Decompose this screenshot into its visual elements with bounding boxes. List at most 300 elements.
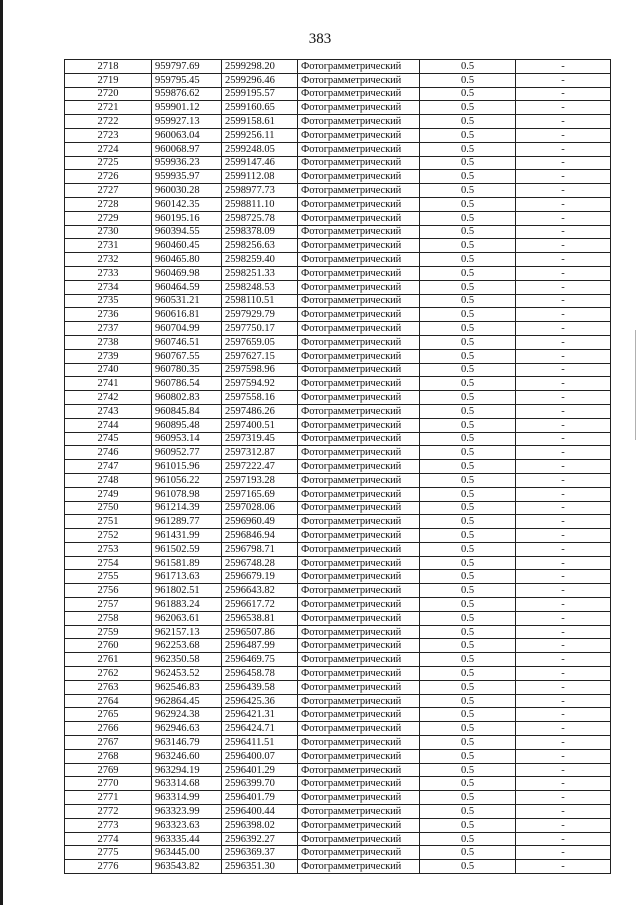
method-cell: Фотограмметрический: [298, 598, 420, 612]
x-coordinate-cell: 961078.98: [152, 487, 222, 501]
y-coordinate-cell: 2596424.71: [222, 722, 298, 736]
accuracy-cell: 0.5: [420, 404, 516, 418]
note-cell: -: [516, 529, 611, 543]
table-row: [65, 763, 611, 777]
y-coordinate-cell: 2598725.78: [222, 211, 298, 225]
x-coordinate-cell: 963543.82: [152, 860, 222, 874]
method-cell: Фотограмметрический: [298, 197, 420, 211]
accuracy-cell: 0.5: [420, 73, 516, 87]
y-coordinate-cell: 2599248.05: [222, 142, 298, 156]
y-coordinate-cell: 2597558.16: [222, 391, 298, 405]
point-number-cell: 2772: [65, 805, 152, 819]
table-row: [65, 818, 611, 832]
table-row: [65, 128, 611, 142]
note-cell: -: [516, 460, 611, 474]
accuracy-cell: 0.5: [420, 708, 516, 722]
method-cell: Фотограмметрический: [298, 418, 420, 432]
note-cell: -: [516, 280, 611, 294]
x-coordinate-cell: 960394.55: [152, 225, 222, 239]
note-cell: -: [516, 542, 611, 556]
point-number-cell: 2749: [65, 487, 152, 501]
table-row: [65, 639, 611, 653]
point-number-cell: 2722: [65, 115, 152, 129]
method-cell: Фотограмметрический: [298, 667, 420, 681]
method-cell: Фотограмметрический: [298, 722, 420, 736]
y-coordinate-cell: 2596400.07: [222, 749, 298, 763]
y-coordinate-cell: 2597400.51: [222, 418, 298, 432]
point-number-cell: 2729: [65, 211, 152, 225]
table-row: [65, 556, 611, 570]
accuracy-cell: 0.5: [420, 667, 516, 681]
method-cell: Фотограмметрический: [298, 170, 420, 184]
method-cell: Фотограмметрический: [298, 60, 420, 74]
x-coordinate-cell: 959927.13: [152, 115, 222, 129]
table-row: [65, 708, 611, 722]
y-coordinate-cell: 2598378.09: [222, 225, 298, 239]
table-row: [65, 515, 611, 529]
accuracy-cell: 0.5: [420, 308, 516, 322]
point-number-cell: 2752: [65, 529, 152, 543]
note-cell: -: [516, 708, 611, 722]
note-cell: -: [516, 349, 611, 363]
note-cell: -: [516, 60, 611, 74]
accuracy-cell: 0.5: [420, 818, 516, 832]
point-number-cell: 2731: [65, 239, 152, 253]
table-row: [65, 156, 611, 170]
x-coordinate-cell: 961214.39: [152, 501, 222, 515]
note-cell: -: [516, 846, 611, 860]
table-row: [65, 115, 611, 129]
x-coordinate-cell: 961015.96: [152, 460, 222, 474]
method-cell: Фотограмметрический: [298, 846, 420, 860]
point-number-cell: 2774: [65, 832, 152, 846]
y-coordinate-cell: 2596401.29: [222, 763, 298, 777]
accuracy-cell: 0.5: [420, 722, 516, 736]
table-row: [65, 611, 611, 625]
note-cell: -: [516, 446, 611, 460]
accuracy-cell: 0.5: [420, 335, 516, 349]
note-cell: -: [516, 570, 611, 584]
point-number-cell: 2769: [65, 763, 152, 777]
note-cell: -: [516, 473, 611, 487]
x-coordinate-cell: 963314.68: [152, 777, 222, 791]
accuracy-cell: 0.5: [420, 680, 516, 694]
point-number-cell: 2754: [65, 556, 152, 570]
note-cell: -: [516, 197, 611, 211]
table-row: [65, 446, 611, 460]
method-cell: Фотограмметрический: [298, 363, 420, 377]
point-number-cell: 2735: [65, 294, 152, 308]
x-coordinate-cell: 960802.83: [152, 391, 222, 405]
y-coordinate-cell: 2596798.71: [222, 542, 298, 556]
method-cell: Фотограмметрический: [298, 818, 420, 832]
accuracy-cell: 0.5: [420, 556, 516, 570]
y-coordinate-cell: 2596507.86: [222, 625, 298, 639]
point-number-cell: 2762: [65, 667, 152, 681]
accuracy-cell: 0.5: [420, 487, 516, 501]
y-coordinate-cell: 2596399.70: [222, 777, 298, 791]
note-cell: -: [516, 184, 611, 198]
x-coordinate-cell: 962864.45: [152, 694, 222, 708]
y-coordinate-cell: 2596369.37: [222, 846, 298, 860]
accuracy-cell: 0.5: [420, 515, 516, 529]
table-row: [65, 294, 611, 308]
point-number-cell: 2746: [65, 446, 152, 460]
table-row: [65, 184, 611, 198]
method-cell: Фотограмметрический: [298, 280, 420, 294]
y-coordinate-cell: 2596617.72: [222, 598, 298, 612]
accuracy-cell: 0.5: [420, 322, 516, 336]
x-coordinate-cell: 960704.99: [152, 322, 222, 336]
method-cell: Фотограмметрический: [298, 487, 420, 501]
x-coordinate-cell: 959795.45: [152, 73, 222, 87]
x-coordinate-cell: 961056.22: [152, 473, 222, 487]
y-coordinate-cell: 2596487.99: [222, 639, 298, 653]
accuracy-cell: 0.5: [420, 349, 516, 363]
note-cell: -: [516, 266, 611, 280]
y-coordinate-cell: 2596421.31: [222, 708, 298, 722]
x-coordinate-cell: 961502.59: [152, 542, 222, 556]
y-coordinate-cell: 2599296.46: [222, 73, 298, 87]
x-coordinate-cell: 963445.00: [152, 846, 222, 860]
point-number-cell: 2734: [65, 280, 152, 294]
accuracy-cell: 0.5: [420, 598, 516, 612]
method-cell: Фотограмметрический: [298, 239, 420, 253]
x-coordinate-cell: 959901.12: [152, 101, 222, 115]
accuracy-cell: 0.5: [420, 749, 516, 763]
point-number-cell: 2753: [65, 542, 152, 556]
y-coordinate-cell: 2599256.11: [222, 128, 298, 142]
note-cell: -: [516, 515, 611, 529]
note-cell: -: [516, 253, 611, 267]
note-cell: -: [516, 87, 611, 101]
table-row: [65, 363, 611, 377]
scan-artifact-line: [635, 330, 636, 440]
x-coordinate-cell: 962350.58: [152, 653, 222, 667]
note-cell: -: [516, 805, 611, 819]
accuracy-cell: 0.5: [420, 170, 516, 184]
table-row: [65, 722, 611, 736]
method-cell: Фотограмметрический: [298, 708, 420, 722]
accuracy-cell: 0.5: [420, 542, 516, 556]
x-coordinate-cell: 960952.77: [152, 446, 222, 460]
method-cell: Фотограмметрический: [298, 625, 420, 639]
x-coordinate-cell: 960195.16: [152, 211, 222, 225]
x-coordinate-cell: 960767.55: [152, 349, 222, 363]
method-cell: Фотограмметрический: [298, 101, 420, 115]
table-row: [65, 73, 611, 87]
accuracy-cell: 0.5: [420, 239, 516, 253]
method-cell: Фотограмметрический: [298, 736, 420, 750]
point-number-cell: 2773: [65, 818, 152, 832]
x-coordinate-cell: 963335.44: [152, 832, 222, 846]
method-cell: Фотограмметрический: [298, 404, 420, 418]
accuracy-cell: 0.5: [420, 625, 516, 639]
x-coordinate-cell: 961802.51: [152, 584, 222, 598]
note-cell: -: [516, 128, 611, 142]
point-number-cell: 2751: [65, 515, 152, 529]
x-coordinate-cell: 960460.45: [152, 239, 222, 253]
note-cell: -: [516, 170, 611, 184]
accuracy-cell: 0.5: [420, 860, 516, 874]
y-coordinate-cell: 2598977.73: [222, 184, 298, 198]
y-coordinate-cell: 2599298.20: [222, 60, 298, 74]
point-number-cell: 2742: [65, 391, 152, 405]
note-cell: -: [516, 749, 611, 763]
point-number-cell: 2767: [65, 736, 152, 750]
y-coordinate-cell: 2597312.87: [222, 446, 298, 460]
accuracy-cell: 0.5: [420, 253, 516, 267]
accuracy-cell: 0.5: [420, 432, 516, 446]
x-coordinate-cell: 962546.83: [152, 680, 222, 694]
note-cell: -: [516, 294, 611, 308]
accuracy-cell: 0.5: [420, 446, 516, 460]
note-cell: -: [516, 363, 611, 377]
x-coordinate-cell: 960953.14: [152, 432, 222, 446]
method-cell: Фотограмметрический: [298, 142, 420, 156]
table-row: [65, 749, 611, 763]
note-cell: -: [516, 322, 611, 336]
y-coordinate-cell: 2596960.49: [222, 515, 298, 529]
method-cell: Фотограмметрический: [298, 184, 420, 198]
table-row: [65, 542, 611, 556]
accuracy-cell: 0.5: [420, 225, 516, 239]
x-coordinate-cell: 960780.35: [152, 363, 222, 377]
method-cell: Фотограмметрический: [298, 294, 420, 308]
method-cell: Фотограмметрический: [298, 115, 420, 129]
x-coordinate-cell: 962946.63: [152, 722, 222, 736]
accuracy-cell: 0.5: [420, 832, 516, 846]
x-coordinate-cell: 960895.48: [152, 418, 222, 432]
note-cell: -: [516, 101, 611, 115]
y-coordinate-cell: 2596748.28: [222, 556, 298, 570]
method-cell: Фотограмметрический: [298, 253, 420, 267]
accuracy-cell: 0.5: [420, 391, 516, 405]
point-number-cell: 2771: [65, 791, 152, 805]
y-coordinate-cell: 2596401.79: [222, 791, 298, 805]
note-cell: -: [516, 556, 611, 570]
x-coordinate-cell: 963323.63: [152, 818, 222, 832]
table-row: [65, 860, 611, 874]
method-cell: Фотограмметрический: [298, 377, 420, 391]
note-cell: -: [516, 501, 611, 515]
x-coordinate-cell: 963314.99: [152, 791, 222, 805]
accuracy-cell: 0.5: [420, 156, 516, 170]
note-cell: -: [516, 598, 611, 612]
accuracy-cell: 0.5: [420, 280, 516, 294]
y-coordinate-cell: 2596398.02: [222, 818, 298, 832]
method-cell: Фотограмметрический: [298, 639, 420, 653]
note-cell: -: [516, 404, 611, 418]
accuracy-cell: 0.5: [420, 611, 516, 625]
accuracy-cell: 0.5: [420, 211, 516, 225]
y-coordinate-cell: 2598259.40: [222, 253, 298, 267]
point-number-cell: 2740: [65, 363, 152, 377]
accuracy-cell: 0.5: [420, 501, 516, 515]
method-cell: Фотограмметрический: [298, 791, 420, 805]
table-row: [65, 377, 611, 391]
point-number-cell: 2775: [65, 846, 152, 860]
x-coordinate-cell: 960746.51: [152, 335, 222, 349]
y-coordinate-cell: 2596643.82: [222, 584, 298, 598]
y-coordinate-cell: 2597486.26: [222, 404, 298, 418]
y-coordinate-cell: 2598251.33: [222, 266, 298, 280]
accuracy-cell: 0.5: [420, 805, 516, 819]
note-cell: -: [516, 680, 611, 694]
x-coordinate-cell: 961289.77: [152, 515, 222, 529]
table-row: [65, 322, 611, 336]
accuracy-cell: 0.5: [420, 584, 516, 598]
method-cell: Фотограмметрический: [298, 308, 420, 322]
table-row: [65, 404, 611, 418]
method-cell: Фотограмметрический: [298, 446, 420, 460]
accuracy-cell: 0.5: [420, 197, 516, 211]
x-coordinate-cell: 963246.60: [152, 749, 222, 763]
table-row: [65, 487, 611, 501]
accuracy-cell: 0.5: [420, 473, 516, 487]
point-number-cell: 2766: [65, 722, 152, 736]
note-cell: -: [516, 653, 611, 667]
note-cell: -: [516, 225, 611, 239]
method-cell: Фотограмметрический: [298, 335, 420, 349]
note-cell: -: [516, 694, 611, 708]
page-edge-line: [0, 0, 3, 905]
method-cell: Фотограмметрический: [298, 570, 420, 584]
point-number-cell: 2776: [65, 860, 152, 874]
y-coordinate-cell: 2599158.61: [222, 115, 298, 129]
point-number-cell: 2757: [65, 598, 152, 612]
accuracy-cell: 0.5: [420, 791, 516, 805]
method-cell: Фотограмметрический: [298, 391, 420, 405]
point-number-cell: 2744: [65, 418, 152, 432]
table-row: [65, 308, 611, 322]
table-row: [65, 349, 611, 363]
note-cell: -: [516, 391, 611, 405]
point-number-cell: 2726: [65, 170, 152, 184]
y-coordinate-cell: 2599195.57: [222, 87, 298, 101]
y-coordinate-cell: 2597750.17: [222, 322, 298, 336]
method-cell: Фотограмметрический: [298, 87, 420, 101]
note-cell: -: [516, 777, 611, 791]
note-cell: -: [516, 736, 611, 750]
y-coordinate-cell: 2596392.27: [222, 832, 298, 846]
table-row: [65, 598, 611, 612]
method-cell: Фотограмметрический: [298, 322, 420, 336]
coordinates-table-body: [65, 60, 611, 874]
accuracy-cell: 0.5: [420, 101, 516, 115]
table-row: [65, 501, 611, 515]
note-cell: -: [516, 722, 611, 736]
method-cell: Фотограмметрический: [298, 529, 420, 543]
point-number-cell: 2759: [65, 625, 152, 639]
point-number-cell: 2730: [65, 225, 152, 239]
note-cell: -: [516, 763, 611, 777]
table-row: [65, 60, 611, 74]
x-coordinate-cell: 962157.13: [152, 625, 222, 639]
x-coordinate-cell: 963323.99: [152, 805, 222, 819]
note-cell: -: [516, 639, 611, 653]
method-cell: Фотограмметрический: [298, 542, 420, 556]
accuracy-cell: 0.5: [420, 184, 516, 198]
accuracy-cell: 0.5: [420, 653, 516, 667]
note-cell: -: [516, 487, 611, 501]
y-coordinate-cell: 2599147.46: [222, 156, 298, 170]
x-coordinate-cell: 959936.23: [152, 156, 222, 170]
table-row: [65, 87, 611, 101]
y-coordinate-cell: 2596469.75: [222, 653, 298, 667]
point-number-cell: 2747: [65, 460, 152, 474]
table-row: [65, 142, 611, 156]
x-coordinate-cell: 960063.04: [152, 128, 222, 142]
method-cell: Фотограмметрический: [298, 73, 420, 87]
method-cell: Фотограмметрический: [298, 749, 420, 763]
method-cell: Фотограмметрический: [298, 763, 420, 777]
page-number: 383: [308, 31, 332, 47]
table-row: [65, 529, 611, 543]
note-cell: -: [516, 611, 611, 625]
y-coordinate-cell: 2598110.51: [222, 294, 298, 308]
accuracy-cell: 0.5: [420, 128, 516, 142]
y-coordinate-cell: 2598248.53: [222, 280, 298, 294]
y-coordinate-cell: 2596538.81: [222, 611, 298, 625]
y-coordinate-cell: 2597222.47: [222, 460, 298, 474]
accuracy-cell: 0.5: [420, 60, 516, 74]
table-row: [65, 266, 611, 280]
point-number-cell: 2737: [65, 322, 152, 336]
method-cell: Фотограмметрический: [298, 777, 420, 791]
method-cell: Фотограмметрический: [298, 266, 420, 280]
y-coordinate-cell: 2599160.65: [222, 101, 298, 115]
point-number-cell: 2763: [65, 680, 152, 694]
point-number-cell: 2760: [65, 639, 152, 653]
y-coordinate-cell: 2597598.96: [222, 363, 298, 377]
x-coordinate-cell: 963294.19: [152, 763, 222, 777]
table-row: [65, 736, 611, 750]
table-row: [65, 667, 611, 681]
point-number-cell: 2724: [65, 142, 152, 156]
point-number-cell: 2723: [65, 128, 152, 142]
note-cell: -: [516, 335, 611, 349]
table-row: [65, 846, 611, 860]
accuracy-cell: 0.5: [420, 777, 516, 791]
point-number-cell: 2741: [65, 377, 152, 391]
y-coordinate-cell: 2596400.44: [222, 805, 298, 819]
note-cell: -: [516, 667, 611, 681]
accuracy-cell: 0.5: [420, 142, 516, 156]
y-coordinate-cell: 2599112.08: [222, 170, 298, 184]
point-number-cell: 2748: [65, 473, 152, 487]
point-number-cell: 2756: [65, 584, 152, 598]
note-cell: -: [516, 73, 611, 87]
note-cell: -: [516, 239, 611, 253]
x-coordinate-cell: 959935.97: [152, 170, 222, 184]
point-number-cell: 2764: [65, 694, 152, 708]
note-cell: -: [516, 791, 611, 805]
method-cell: Фотограмметрический: [298, 473, 420, 487]
table-row: [65, 791, 611, 805]
table-row: [65, 253, 611, 267]
table-row: [65, 584, 611, 598]
note-cell: -: [516, 584, 611, 598]
y-coordinate-cell: 2597659.05: [222, 335, 298, 349]
method-cell: Фотограмметрический: [298, 432, 420, 446]
accuracy-cell: 0.5: [420, 87, 516, 101]
x-coordinate-cell: 960465.80: [152, 253, 222, 267]
table-row: [65, 391, 611, 405]
method-cell: Фотограмметрический: [298, 515, 420, 529]
x-coordinate-cell: 960531.21: [152, 294, 222, 308]
point-number-cell: 2750: [65, 501, 152, 515]
